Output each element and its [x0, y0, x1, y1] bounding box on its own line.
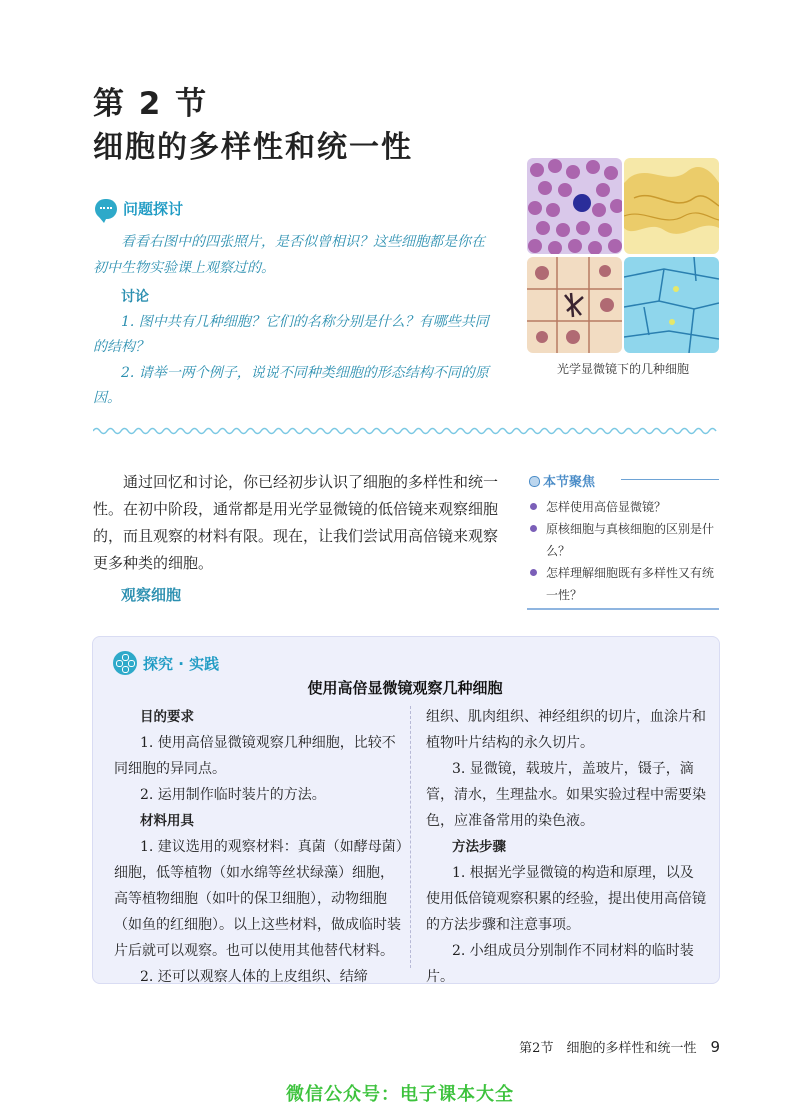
focus-list	[527, 496, 719, 606]
exploration-title: 使用高倍显微镜观察几种细胞	[307, 679, 503, 697]
page-footer	[500, 1037, 720, 1056]
focus-item: 怎样理解细胞既有多样性又有统一性？	[527, 562, 719, 606]
step-2: 2. 小组成员分别制作不同材料的临时装片。	[426, 943, 694, 985]
wavy-divider	[93, 426, 719, 436]
photo-leaf-cells	[624, 257, 719, 353]
bullet-icon	[530, 525, 537, 532]
promo-banner: 微信公众号：电子课本大全	[286, 1084, 514, 1105]
focus-title: 本节聚焦	[543, 475, 596, 490]
discussion-question-1: 1. 图中共有几种细胞？它们的名称分别是什么？有哪些共同的结构？	[93, 314, 489, 355]
material-1: 1. 建议选用的观察材料：真菌（如酵母菌）细胞，低等植物（如水绵等丝状绿藻）细胞，高等植物细胞（如叶的保卫细胞），动物细胞（如鱼的红细胞）。以上这些材料，做成临时装片后就可以观察。也可以使用其他替代材料。	[114, 839, 403, 959]
focus-bottom-rule	[527, 608, 719, 610]
focus-item: 怎样使用高倍显微镜？	[527, 496, 719, 518]
photo-caption: 光学显微镜下的几种细胞	[556, 362, 689, 376]
focus-item: 原核细胞与真核细胞的区别是什么？	[527, 518, 719, 562]
step-1: 1. 根据光学显微镜的构造和原理，以及使用低倍镜观察积累的经验，提出使用高倍镜的方法步骤和注意事项。	[426, 865, 706, 933]
exploration-right-column	[426, 704, 706, 990]
speech-bubble-icon	[95, 199, 117, 219]
bullet-icon	[530, 569, 537, 576]
section-title: 细胞的多样性和统一性	[93, 130, 413, 165]
bullet-icon	[530, 503, 537, 510]
section-number: 第 2 节	[93, 86, 209, 122]
photo-dividing-plant-cells	[527, 257, 622, 353]
material-3: 3. 显微镜，载玻片，盖玻片，镊子，滴管，清水，生理盐水。如果实验过程中需要染色，应准备常用的染色液。	[426, 761, 706, 829]
goal-heading: 目的要求	[140, 709, 194, 725]
goal-2: 2. 运用制作临时装片的方法。	[140, 787, 326, 803]
discussion-question-2: 2. 请举一两个例子，说说不同种类细胞的形态结构不同的原因。	[93, 365, 489, 406]
footer-section: 第2节 细胞的多样性和统一性	[519, 1041, 697, 1056]
exploration-left-column	[114, 704, 404, 990]
observe-cells-heading: 观察细胞	[121, 586, 182, 604]
molecule-icon	[113, 651, 137, 675]
problem-intro: 看看右图中的四张照片，是否似曾相识？这些细胞都是你在初中生物实验课上观察过的。	[93, 234, 485, 276]
page-number: 9	[710, 1038, 720, 1056]
focus-rule	[621, 479, 719, 480]
material-2-continued: 组织、肌肉组织、神经组织的切片，血涂片和植物叶片结构的永久切片。	[426, 709, 706, 751]
exploration-label: 探究 · 实践	[143, 655, 220, 673]
method-heading: 方法步骤	[452, 839, 506, 855]
photo-blood-cells	[527, 158, 622, 254]
problem-label: 问题探讨	[123, 200, 184, 218]
column-divider	[410, 706, 411, 968]
materials-heading: 材料用具	[140, 813, 194, 829]
body-paragraph: 通过回忆和讨论，你已经初步认识了细胞的多样性和统一性。在初中阶段，通常都是用光学显微镜的低倍镜来观察细胞的，而且观察的材料有限。现在，让我们尝试用高倍镜来观察更多种类的细胞。	[93, 473, 499, 572]
discussion-heading: 讨论	[121, 289, 149, 305]
goal-1: 1. 使用高倍显微镜观察几种细胞，比较不同细胞的异同点。	[114, 735, 396, 777]
material-2: 2. 还可以观察人体的上皮组织、结缔	[140, 969, 368, 985]
photo-yellow-cells	[624, 158, 719, 254]
